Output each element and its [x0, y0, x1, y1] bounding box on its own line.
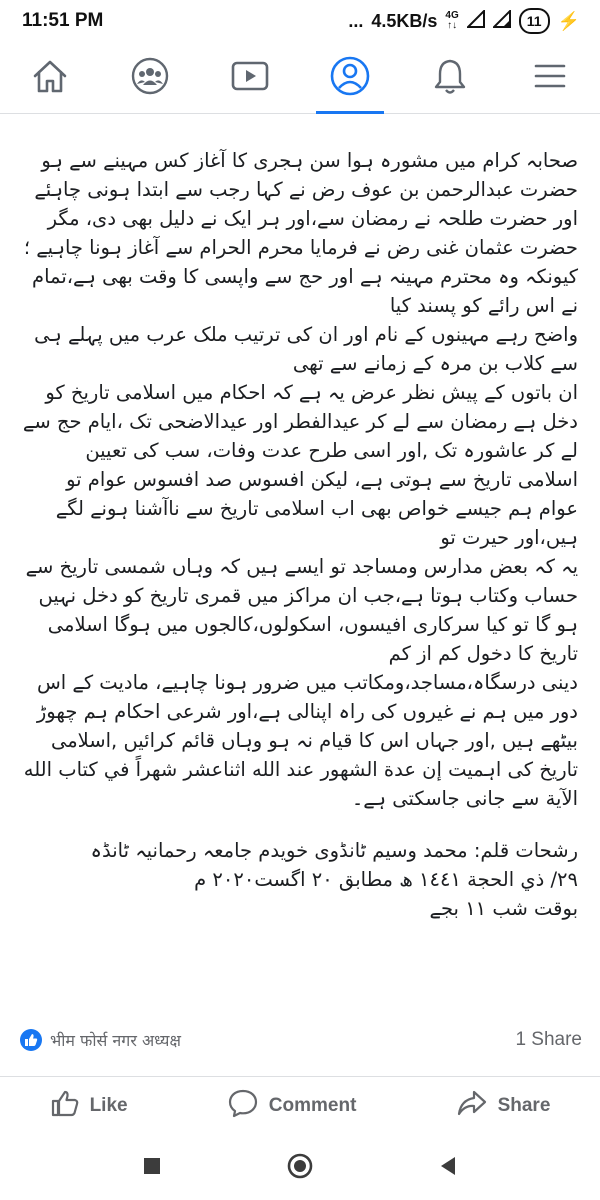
tab-home[interactable] [0, 42, 100, 114]
charging-icon: ⚡ [557, 10, 580, 31]
post-actions [0, 1076, 600, 1134]
tab-groups[interactable] [100, 42, 200, 114]
hamburger-icon [532, 61, 568, 95]
home-icon [30, 57, 70, 99]
comment-button[interactable] [227, 1088, 357, 1124]
share-arrow-icon [456, 1089, 488, 1123]
profile-icon [329, 55, 371, 101]
post-paragraph: ان باتوں کے پیش نظر عرض یہ ہے کہ احکام میں اسلامی تاریخ کو دخل ہے رمضان سے لے کر عیدالفطر اور عیدالاضحی تک ،ایام حج سے لے کر عاشورہ تک ,اور اسی طرح عدت وفات، سب کی تعیین اسلامی تاریخ سے ہوتی ہے، لیکن افسوس صد افسوس عوام تو عوام ہم جیسے خواص بھی اب اسلامی تاریخ سے ناآشنا ہونے لگے ہیں،اور حیرت تو [22, 381, 578, 549]
post-text [22, 146, 578, 923]
tab-notifications[interactable] [400, 42, 500, 114]
comment-label: Comment [268, 1094, 357, 1116]
bell-icon [431, 56, 469, 100]
battery-icon: 11 [519, 8, 550, 34]
paragraph-spacer [22, 813, 578, 836]
post-paragraph: صحابہ کرام میں مشورہ ہوا سن ہجری کا آغاز کس مہینے سے ہو حضرت عبدالرحمن بن عوف رض نے کہا رجب سے ابتدا ہونی چاہئے اور حضرت طلحہ نے رمضان سے،اور ہر ایک نے دلیل بھی دی، مگر حضرت عثمان غنی رض نے فرمایا محرم الحرام سے آغاز ہونا چاہیے ؛کیونکہ وہ محترم مہینہ ہے اور حج سے واپسی کا وقت بھی ہے،تمام نے اس رائے کو پسند کیا [23, 149, 578, 317]
status-time: 11:51 PM [22, 10, 104, 31]
like-reaction-icon [20, 1029, 42, 1051]
reaction-summary [20, 1022, 582, 1058]
tab-menu[interactable] [500, 42, 600, 114]
tab-profile[interactable] [300, 42, 400, 114]
comment-icon [227, 1088, 259, 1124]
network-speed: 4.5KB/s [371, 10, 438, 31]
post-paragraph: دینی درسگاہ،مساجد،ومکاتب میں ضرور ہونا چاہیے، مادیت کے اس دور میں ہم نے غیروں کی راہ اپنالی ہے،اور شرعی احکام ہم چھوڑ بیٹھے ہیں ,اور جہاں اس کا قیام نہ ہو وہاں قائم کرائیں ,اسلامی تاریخ کی اہمیت إن عدة الشهور عند الله اثناعشر شهراً في كتاب الله الآیة سے جانی جاسکتی ہے۔ [23, 671, 578, 810]
groups-icon [130, 56, 170, 100]
share-count[interactable]: 1 Share [515, 1029, 582, 1050]
video-icon [230, 58, 270, 98]
signature-date: ۲۹/ ذي الحجة ۱٤٤۱ ھ مطابق ۲۰ اگست۲۰۲۰ م [194, 868, 578, 891]
status-indicators [348, 8, 580, 34]
post-paragraph: واضح رہے مہینوں کے نام اور ان کی ترتیب ملک عرب میں پہلے ہی سے کلاب بن مرہ کے زمانے سے تھی [34, 323, 578, 375]
system-navigation [0, 1136, 600, 1200]
signal-1-icon [467, 10, 485, 33]
signal-2-icon [493, 10, 511, 33]
like-label: Like [89, 1094, 128, 1116]
share-label: Share [497, 1094, 551, 1116]
post-paragraph: یہ کہ بعض مدارس ومساجد تو ایسے ہیں کہ وہاں شمسی تاریخ سے حساب وکتاب ہوتا ہے،جب ان مراکز میں قمری تاریخ کو دخل نہیں ہو گا تو کیا سرکاری افیسوں، اسکولوں،کالجوں میں ہوگا اسلامی تاریخ کا دخول کم از کم [25, 555, 578, 665]
signature-line: رشحات قلم: محمد وسیم ٹانڈوی خویدم جامعہ رحمانیہ ٹانڈہ [90, 839, 578, 862]
top-navigation [0, 42, 600, 114]
signature-time: بوقت شب ۱۱ بجے [429, 897, 578, 920]
status-dots: ... [348, 10, 364, 31]
status-bar [0, 0, 600, 42]
reactors[interactable] [20, 1029, 181, 1051]
network-type: 4G ↑↓ [445, 10, 459, 31]
home-button[interactable] [286, 1152, 314, 1184]
share-button[interactable] [456, 1089, 551, 1123]
tab-watch[interactable] [200, 42, 300, 114]
like-button[interactable] [50, 1089, 128, 1123]
back-button[interactable] [438, 1155, 458, 1181]
reactor-name: भीम फोर्स नगर अध्यक्ष [50, 1031, 181, 1050]
recents-button[interactable] [142, 1156, 162, 1180]
thumbs-up-icon [50, 1089, 80, 1123]
